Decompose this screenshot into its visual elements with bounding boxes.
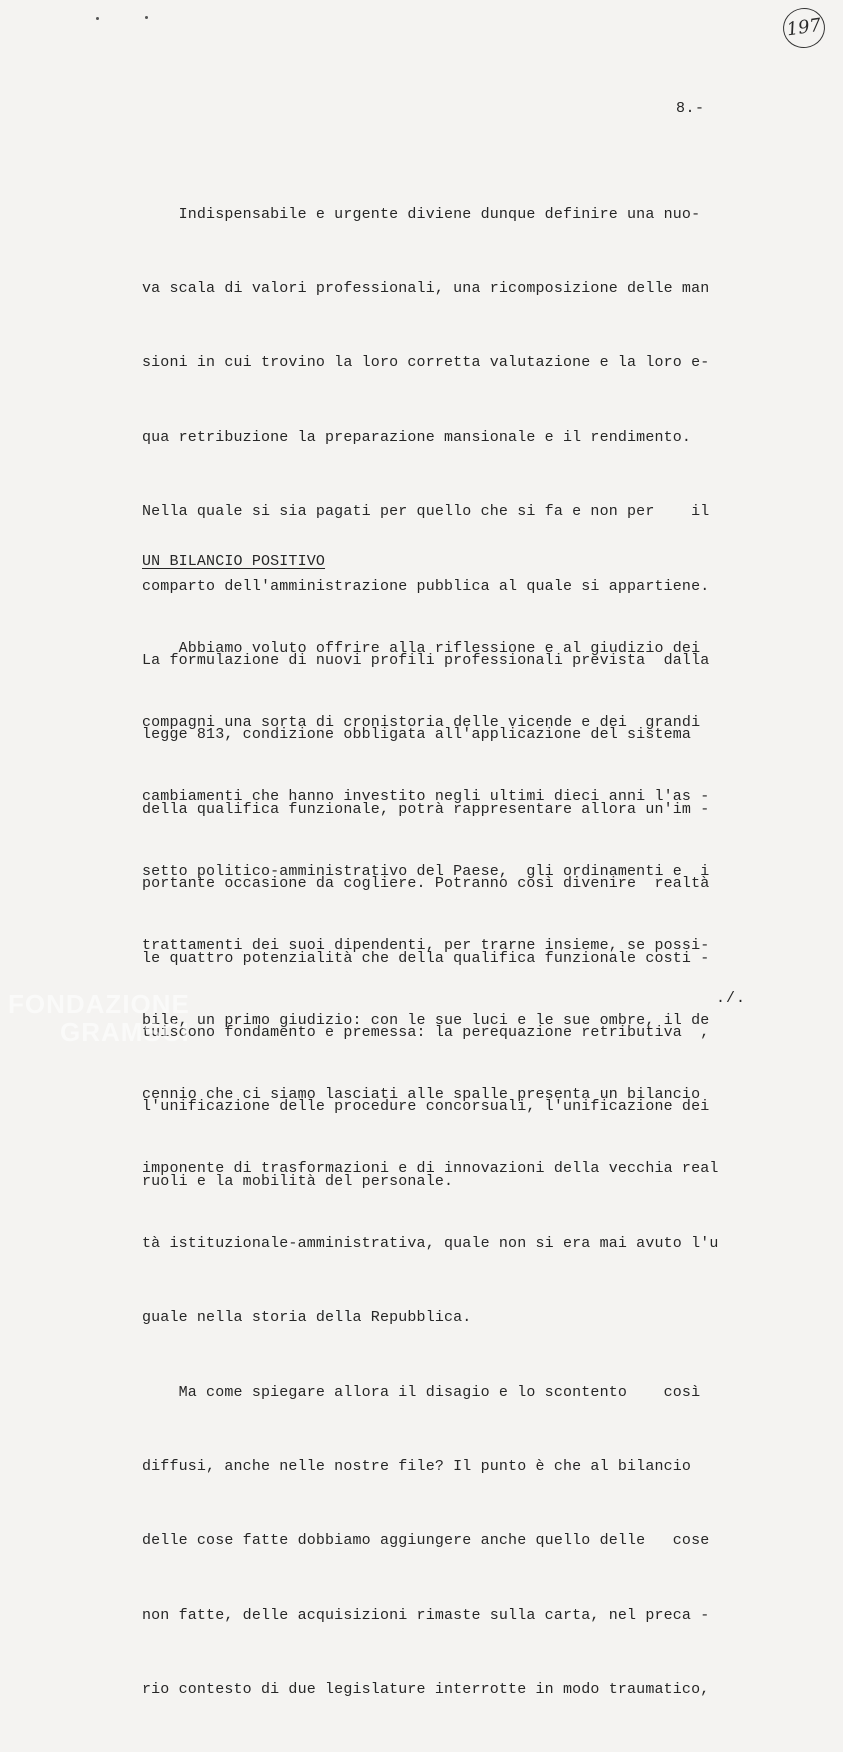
text-line: diffusi, anche nelle nostre file? Il punto è che al bilancio — [142, 1457, 692, 1475]
text-line: setto politico-amministrativo del Paese, gli ordinamenti e i — [142, 862, 710, 880]
text-line: Abbiamo voluto offrire alla riflessione e al giudizio dei — [142, 639, 701, 657]
text-line: l'unificazione delle procedure concorsuali, l'unificazione dei — [142, 1098, 710, 1116]
watermark-line: GRAMSCI — [60, 1017, 190, 1047]
archive-stamp: 197 — [780, 5, 827, 50]
text-line: rio contesto di due legislature interrotte in modo traumatico, — [142, 1681, 710, 1699]
paragraph-2 — [142, 587, 762, 1752]
text-line: bile, un primo giudizio: con le sue luci e le sue ombre, il de — [142, 1011, 710, 1029]
text-line: compagni una sorta di cronistoria delle vicende e dei grandi — [142, 713, 701, 731]
text-line: della qualifica funzionale, potrà rappresentare allora un'im - — [142, 800, 710, 818]
text-line: le quattro potenzialità che della qualifica funzionale costi - — [142, 949, 710, 967]
text-line: legge 813, condizione obbligata all'applicazione del sistema — [142, 726, 692, 744]
page-number: 8.- — [676, 100, 705, 117]
scan-speck — [96, 17, 99, 20]
text-line: delle cose fatte dobbiamo aggiungere anche quello delle cose — [142, 1532, 710, 1550]
archive-watermark — [8, 990, 190, 1046]
text-line: La formulazione di nuovi profili professionali prevista dalla — [142, 651, 710, 669]
text-line: sioni in cui trovino la loro corretta valutazione e la loro e- — [142, 354, 710, 372]
text-line: cennio che ci siamo lasciati alle spalle presenta un bilancio — [142, 1085, 701, 1103]
section-heading: UN BILANCIO POSITIVO — [142, 553, 326, 570]
text-line: guale nella storia della Repubblica. — [142, 1309, 472, 1327]
text-line: qua retribuzione la preparazione mansionale e il rendimento. — [142, 428, 692, 446]
text-line: non fatte, delle acquisizioni rimaste sulla carta, nel preca - — [142, 1606, 710, 1624]
text-line: va scala di valori professionali, una ricomposizione delle man — [142, 279, 710, 297]
text-line: tà istituzionale-amministrativa, quale non si era mai avuto l'u — [142, 1234, 719, 1252]
text-line: ruoli e la mobilità del personale. — [142, 1172, 454, 1190]
text-line: imponente di trasformazioni e di innovazioni della vecchia real — [142, 1160, 719, 1178]
scan-speck — [145, 16, 148, 19]
continuation-mark: ./. — [716, 990, 747, 1007]
watermark-line: FONDAZIONE — [8, 989, 190, 1019]
text-line: Indispensabile e urgente diviene dunque definire una nuo- — [142, 205, 701, 223]
text-line: cambiamenti che hanno investito negli ultimi dieci anni l'as - — [142, 788, 710, 806]
text-line: comparto dell'amministrazione pubblica al quale si appartiene. — [142, 577, 710, 595]
text-line: trattamenti dei suoi dipendenti, per trarne insieme, se possi- — [142, 937, 710, 955]
text-line: Nella quale si sia pagati per quello che si fa e non per il — [142, 503, 710, 521]
text-line: portante occasione da cogliere. Potranno così divenire realtà — [142, 875, 710, 893]
text-line: Ma come spiegare allora il disagio e lo scontento così — [142, 1383, 701, 1401]
text-line: tuiscono fondamento e premessa: la perequazione retributiva , — [142, 1023, 710, 1041]
